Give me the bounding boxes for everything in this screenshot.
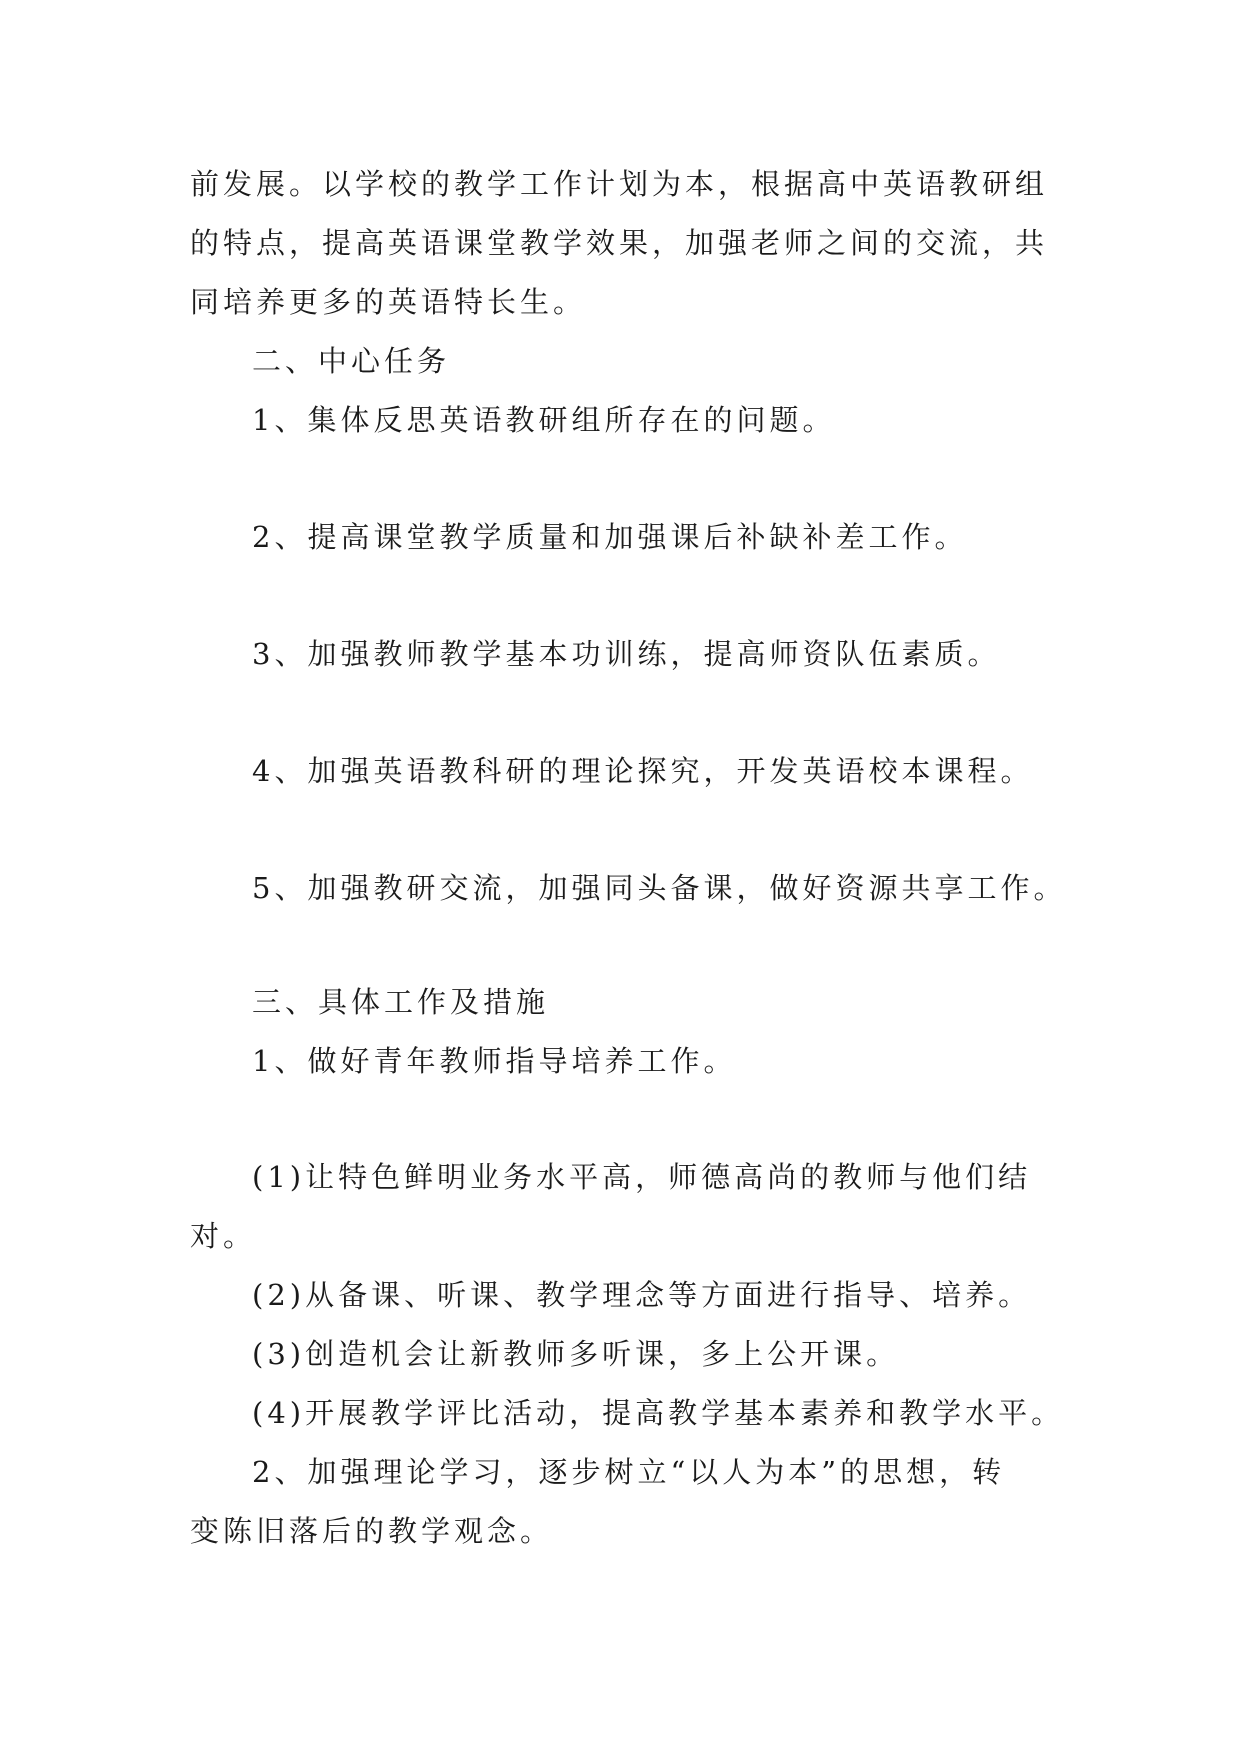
task-item-3: 3、加强教师教学基本功训练，提高师资队伍素质。: [252, 637, 1001, 671]
measure-item-1: 1、做好青年教师指导培养工作。: [252, 1044, 737, 1078]
measure-item-2: 2、加强理论学习，逐步树立“以人为本”的思想，转: [252, 1455, 1006, 1489]
paragraph-line-3: 同培养更多的英语特长生。: [190, 285, 587, 319]
task-item-1: 1、集体反思英语教研组所存在的问题。: [252, 403, 836, 437]
section-heading-tasks: 二、中心任务: [252, 344, 451, 378]
sub-item-1-continued: 对。: [190, 1219, 257, 1253]
section-heading-measures: 三、具体工作及措施: [252, 985, 550, 1019]
task-item-2: 2、提高课堂教学质量和加强课后补缺补差工作。: [252, 520, 968, 554]
paragraph-line-2: 的特点，提高英语课堂教学效果，加强老师之间的交流，共: [190, 226, 1049, 260]
sub-item-1: (1)让特色鲜明业务水平高，师德高尚的教师与他们结: [252, 1160, 1032, 1194]
paragraph-line-1: 前发展。以学校的教学工作计划为本，根据高中英语教研组: [190, 167, 1049, 201]
task-item-4: 4、加强英语教科研的理论探究，开发英语校本课程。: [252, 754, 1034, 788]
sub-item-2: (2)从备课、听课、教学理念等方面进行指导、培养。: [252, 1278, 1032, 1312]
task-item-5: 5、加强教研交流，加强同头备课，做好资源共享工作。: [252, 871, 1067, 905]
sub-item-3: (3)创造机会让新教师多听课，多上公开课。: [252, 1337, 900, 1371]
measure-item-2-continued: 变陈旧落后的教学观念。: [190, 1514, 554, 1548]
sub-item-4: (4)开展教学评比活动，提高教学基本素养和教学水平。: [252, 1396, 1065, 1430]
